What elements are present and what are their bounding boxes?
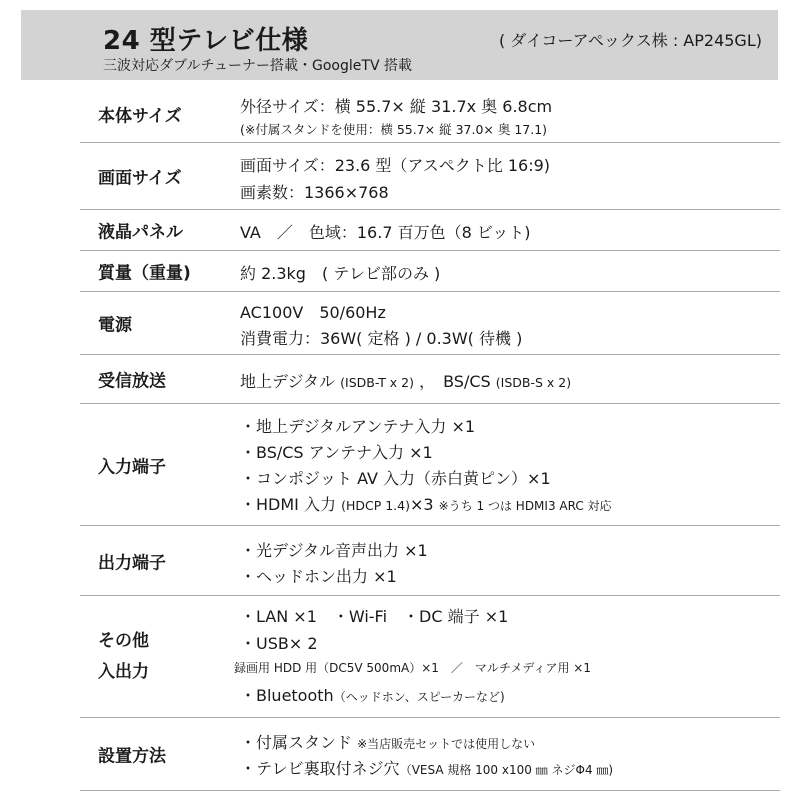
row-value-line: ・ヘッドホン出力 ×1 (240, 567, 397, 586)
value-detail: (ISDB-T x 2) (340, 375, 415, 390)
spec-row-power (80, 292, 780, 355)
row-label: 質量（重量) (98, 263, 191, 284)
row-value-line: 外径サイズ：横 55.7× 縦 31.7x 奥 6.8cm (240, 97, 553, 116)
row-label: 電源 (98, 315, 132, 336)
row-label-line: 入出力 (98, 661, 149, 682)
row-value-line: ・BS/CS アンテナ入力 ×1 (240, 443, 433, 462)
spec-row-broadcast (80, 355, 780, 404)
value-detail: (HDCP 1.4) (341, 498, 410, 513)
row-value-line (240, 730, 535, 753)
row-value-line: 画素数：1366×768 (240, 183, 389, 202)
spec-row-body-size (80, 86, 780, 143)
row-label: 本体サイズ (98, 106, 182, 127)
row-label: 液晶パネル (98, 222, 183, 243)
spec-table (80, 86, 780, 791)
value-text: 地上デジタル (240, 372, 336, 391)
value-text: ・テレビ裏取付ネジ穴 (240, 759, 400, 778)
row-label: 入力端子 (98, 457, 166, 477)
row-value-line (240, 756, 613, 779)
value-detail: （ヘッドホン、スピーカーなど) (333, 690, 505, 704)
spec-row-weight (80, 251, 780, 292)
value-note: ※うち 1 つは HDMI3 ARC 対応 (438, 499, 612, 513)
row-label: 出力端子 (98, 553, 166, 573)
value-text: ×3 (409, 495, 434, 514)
value-text: ・Bluetooth (240, 686, 334, 705)
value-detail: (ISDB-S x 2) (495, 375, 572, 390)
row-value-line (240, 492, 612, 515)
row-value-line: ・LAN ×1 ・Wi-Fi ・DC 端子 ×1 (240, 607, 509, 626)
row-value-line: ・地上デジタルアンテナ入力 ×1 (240, 417, 476, 436)
row-value-line (240, 369, 571, 392)
row-value-line: AC100V 50/60Hz (240, 303, 386, 322)
row-value-line (240, 683, 505, 706)
model-number: ( ダイコーアペックス株 : AP245GL) (498, 31, 762, 50)
spec-row-installation (80, 718, 780, 791)
row-value-line: ・コンポジット AV 入力（赤白黄ピン）×1 (240, 469, 551, 488)
spec-row-output-terminals (80, 526, 780, 596)
spec-row-other-io (80, 596, 780, 718)
value-text: ・HDMI 入力 (240, 495, 336, 514)
header-banner (21, 10, 778, 80)
row-value-line: 画面サイズ：23.6 型（アスペクト比 16:9) (240, 156, 551, 175)
spec-row-screen-size (80, 143, 780, 210)
value-detail: （VESA 規格 100 x100 ㎜ ネジΦ4 ㎜) (399, 763, 614, 777)
row-value-line: VA ／ 色域：16.7 百万色（8 ビット) (240, 223, 531, 242)
value-note: ※当店販売セットでは使用しない (357, 737, 536, 751)
row-value-line: ・USB× 2 (240, 634, 318, 653)
spec-row-lcd-panel (80, 210, 780, 251)
row-label: 受信放送 (98, 371, 166, 392)
page-subtitle: 三波対応ダブルチューナー搭載・GoogleTV 搭載 (103, 58, 412, 74)
row-value-line: 約 2.3kg ( テレビ部のみ ) (240, 264, 441, 283)
page-title: 24 型テレビ仕様 (103, 26, 309, 56)
row-value-line: 消費電力：36W( 定格 ) / 0.3W( 待機 ) (240, 329, 523, 348)
row-label: 画面サイズ (98, 168, 182, 189)
row-label: 設置方法 (98, 746, 166, 767)
row-label-line: その他 (98, 630, 149, 651)
row-label (98, 626, 149, 688)
row-value-line: ・光デジタル音声出力 ×1 (240, 541, 428, 560)
value-text: ・付属スタンド (240, 733, 353, 752)
row-value-line: (※付属スタンドを使用：横 55.7× 縦 37.0× 奥 17.1) (240, 122, 548, 137)
value-text: ， BS/CS (419, 372, 491, 391)
row-value-line: 録画用 HDD 用（DC5V 500mA）×1 ／ マルチメディア用 ×1 (234, 661, 591, 675)
spec-row-input-terminals (80, 404, 780, 526)
